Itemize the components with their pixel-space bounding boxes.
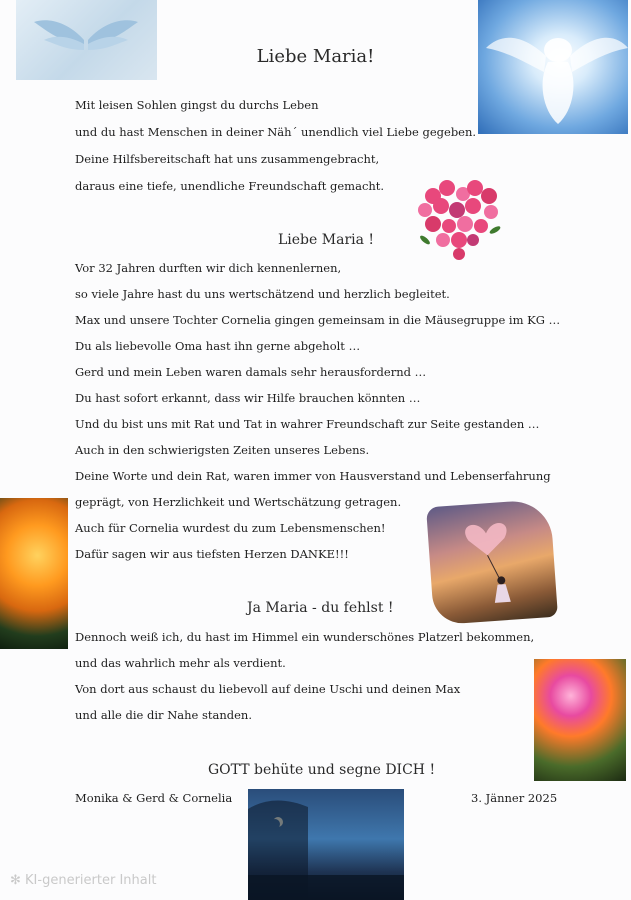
poem-line: Auch in den schwierigsten Zeiten unseres Lebens.	[75, 443, 370, 457]
watermark-label: KI-generierter Inhalt	[25, 873, 157, 888]
poem-line: Und du bist uns mit Rat und Tat in wahrer Freundschaft zur Seite gestanden …	[75, 417, 540, 431]
poem-line: Gerd und mein Leben waren damals sehr herausfordernd …	[75, 365, 427, 379]
poem-line: Dafür sagen wir aus tiefsten Herzen DANKE!!!	[75, 547, 349, 561]
wings-image	[16, 0, 157, 80]
poem-line: Vor 32 Jahren durften wir dich kennenlernen,	[75, 261, 342, 275]
girl-with-heart-balloon-image	[426, 499, 558, 625]
poem-line: Mit leisen Sohlen gingst du durchs Leben	[75, 98, 319, 112]
moonlit-lake-image	[248, 789, 404, 900]
poem-line: Dennoch weiß ich, du hast im Himmel ein wunderschönes Platzerl bekommen,	[75, 630, 535, 644]
poem-line: geprägt, von Herzlichkeit und Wertschätzung getragen.	[75, 495, 402, 509]
poem-line: Deine Worte und dein Rat, waren immer von Hausverstand und Lebenserfahrung	[75, 469, 551, 483]
flower-bouquet-image	[534, 659, 626, 781]
page-title: Liebe Maria!	[256, 46, 375, 67]
orange-rose-image	[0, 498, 68, 649]
poem-line: und du hast Menschen in deiner Näh´ unendlich viel Liebe gegeben.	[75, 125, 477, 139]
blessing-heading: GOTT behüte und segne DICH !	[208, 762, 436, 778]
flower-heart-image	[411, 170, 509, 268]
poem-line: so viele Jahre hast du uns wertschätzend und herzlich begleitet.	[75, 287, 450, 301]
section-heading: Ja Maria - du fehlst !	[247, 600, 394, 616]
poem-line: und alle die dir Nahe standen.	[75, 708, 252, 722]
poem-line: daraus eine tiefe, unendliche Freundschaft gemacht.	[75, 179, 385, 193]
cloud-angel-image	[478, 0, 628, 134]
poem-line: Max und unsere Tochter Cornelia gingen gemeinsam in die Mäusegruppe im KG …	[75, 313, 561, 327]
sparkle-icon: ✻	[10, 873, 26, 888]
section-heading: Liebe Maria !	[278, 232, 375, 248]
poem-line: Du als liebevolle Oma hast ihn gerne abgeholt …	[75, 339, 361, 353]
wings-icon	[16, 0, 157, 80]
poem-line: Du hast sofort erkannt, dass wir Hilfe brauchen könnten …	[75, 391, 421, 405]
poem-line: Deine Hilfsbereitschaft hat uns zusammengebracht,	[75, 152, 380, 166]
poem-line: und das wahrlich mehr als verdient.	[75, 656, 286, 670]
date: 3. Jänner 2025	[471, 791, 558, 805]
ai-content-watermark	[10, 873, 156, 888]
poem-line: Auch für Cornelia wurdest du zum Lebensmenschen!	[75, 521, 386, 535]
poem-line: Von dort aus schaust du liebevoll auf deine Uschi und deinen Max	[75, 682, 461, 696]
signature: Monika & Gerd & Cornelia	[75, 791, 233, 805]
